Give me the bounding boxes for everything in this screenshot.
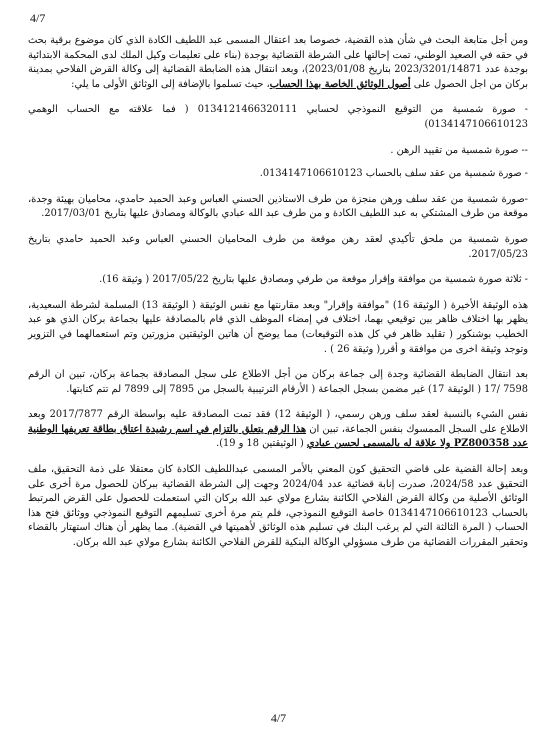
paragraph-investigating-judge: وبعد إحالة القضية على قاضي التحقيق كون المعني بالأمر المسمى عبداللطيف الكادة كان معتقلا على ذمة التحقيق، ملف التحقيق عدد 2024/58، صدرت إنابة قضائية عدد 2024/04 وجهت إلى الشرطة القضائية ببركان للحصول مرة أخرى على الوثائق الأصلية من وكالة القرض الفلاحي الكائنة بشارع مولاي عبد الله بركان التي استعملت للحصول على القرض المرتبط بالحساب 0134147106610123 خاصة التوقيع النموذجي، فلم يتم مرة أخرى تسليمهم التوقيع النموذجي ووثائق فتح هذا الحساب ( المرة الثالثة التي لم يرغب البنك في تسليم هذه الوثائق لأهميتها في القضية). مما يظهر أن هناك استهتار بالقضاء وتحقير المقررات القضائية من طرف مسؤولي الوكالة البنكية للقرض الفلاحي الكائنة بشارع مولاي عبد الله بركان. xyxy=(28,464,528,549)
paragraph-document-comparison: هذه الوثيقة الأخيرة ( الوثيقة 16) "موافقة وإقرار" وبعد مقارنتها مع نفس الوثيقة ( الوثيقة 13) المسلمة لشرطة السعيدية، يظهر بها اختلاف ظاهر بين توقيعي بهما، اختلاف في إمضاء الموظف الذي قام بالمصادقة عليها بجماعة بركان الذي هو عبد الخطيب بوشنكور ( تقليد ظاهر في كل هذه التوقيعات) مما يوضح أن هاتين الوثيقتين مزورتين وتم استعمالهما في التزوير وتوجد وثيقة اخرى من موافقة و أقرر( وثيقة 26 ) . xyxy=(28,299,528,355)
paragraph-intro xyxy=(28,34,528,92)
document-body xyxy=(28,34,528,562)
paragraph-loan-mortgage-contract: -صورة شمسية من عقد سلف ورهن منجزة من طرف الاستاذين الحسني العباس وعبد الحميد حامدي، محاميان بهيئة وجدة، موقعة من طرف المشتكي به عبد اللطيف الكادة و من طرف عبد الله عبادي بالوكالة ومصادق عليها بتاريخ 2017/03/01. xyxy=(28,193,528,220)
paragraph-consent-copies: - ثلاثة صورة شمسية من موافقة وإقرار موقعة من طرفي ومصادق عليها بتاريخ 2017/05/22 ( وثيقة 16). xyxy=(99,274,528,286)
paragraph-mortgage-annex: صورة شمسية من ملحق تأكيدي لعقد رهن موقعة من طرف المحاميان الحسني العباس وعبد الحميد حامدي بتاريخ 2017/05/23. xyxy=(28,233,528,260)
emphasis-registration-number: هذا الرقم يتعلق بالتزام في اسم رشيدة اعتاق بطاقة تعريفها الوطنية عدد PZ800358 ولا علاقة له بالمسمى لحسن عبادي xyxy=(28,423,528,450)
paragraph-text: ، حيث تسلموا بالإضافة إلى الوثائق الأولى ما يلي: xyxy=(71,78,270,90)
page-number-bottom: 4/7 xyxy=(270,711,287,725)
paragraph-official-contract xyxy=(28,408,528,452)
paragraph-signature-copy: - صورة شمسية من التوقيع النموذجي لحسابي 0134121466320111 ( فما علاقته مع الحساب الوهمي 0134147106610123) xyxy=(28,104,528,130)
paragraph-municipal-register: بعد انتقال الضابطة القضائية وجدة إلى جماعة بركان من أجل الاطلاع على سجل المصادقة بجماعة بركان، تبين ان الرقم 7598 /17 ( الوثيقة 17) غير مضمن بسجل الجماعة ( الأرقام الترتيبية بالسجل من 7895 إلى 7899 لم تتم كتابتها. xyxy=(28,369,528,395)
emphasis-original-documents: أصول الوثائق الخاصة بهذا الحساب xyxy=(269,78,411,90)
paragraph-text: ومن أجل متابعة البحث في شأن هذه القضية، خصوصا بعد اعتقال المسمى عبد اللطيف الكادة الذي كان موضوع برقية بحث في حقه في الصعيد الوطني، تمت إحالتها على الشرطة القضائية بوجدة (بناء على تعليمات وكيل الملك لدى المحكمة الابتدائية بوجدة عدد 2023/3201/14871 بتاريخ 2023/01/08)، وبعد انتقال هذه الضابطة القضائية إلى وكالة القرض الفلاحي بمدينة بركان من اجل الحصول على xyxy=(28,35,528,90)
paragraph-text: نفس الشيء بالنسبة لعقد سلف ورهن رسمي، ( الوثيقة 12) فقد تمت المصادقة عليه بواسطة الرقم 2017/7877 وبعد الاطلاع على السجل الممسوك بنفس الجماعة، تبين ان xyxy=(28,409,528,435)
paragraph-mortgage-record: -- صورة شمسية من تقييد الرهن . xyxy=(390,144,528,156)
paragraph-text: ( الوثيقتين 18 و 19). xyxy=(216,438,307,450)
paragraph-loan-contract: - صورة شمسية من عقد سلف بالحساب 0134147106610123. xyxy=(259,168,528,180)
page-number-top: 4/7 xyxy=(30,11,46,25)
